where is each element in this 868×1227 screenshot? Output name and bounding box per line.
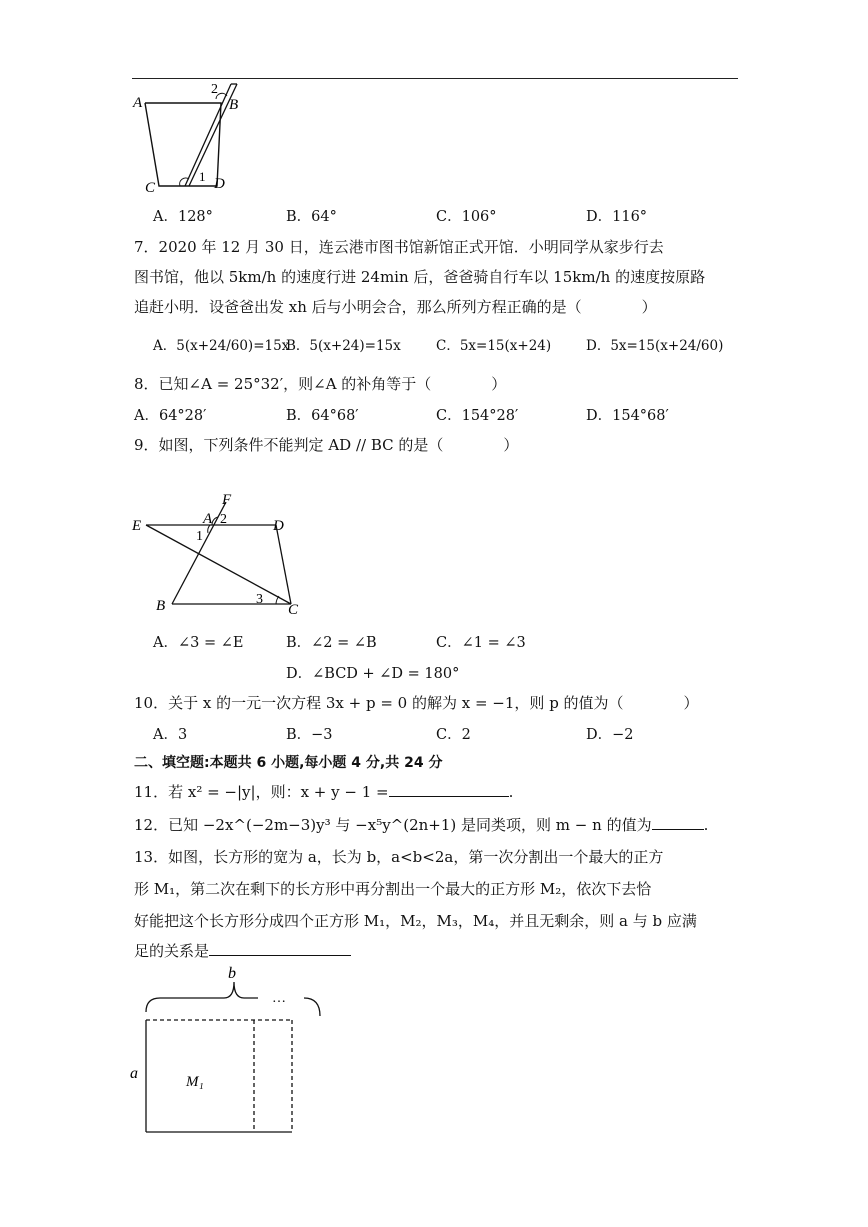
q11-suffix: . (508, 783, 514, 801)
q7-line-2: 图书馆，他以 5km/h 的速度行进 24min 后，爸爸骑自行车以 15km/h 的速度按原路 (134, 268, 706, 286)
q9-label-1: 1 (196, 529, 203, 544)
q8-stem: 8．已知∠A = 25°32′，则∠A 的补角等于（ ） (134, 375, 507, 393)
q6-label-b: B (229, 97, 239, 113)
q8-option-c: C．154°28′ (436, 408, 519, 424)
q7-line-3: 追赶小明．设爸爸出发 xh 后与小明会合，那么所列方程正确的是（ ） (134, 298, 657, 316)
q10-option-a: A．3 (153, 727, 188, 743)
q9-label-a: A (203, 511, 213, 527)
q10-option-d: D．−2 (586, 727, 634, 743)
q9-label-c: C (288, 602, 299, 618)
q6-label-a: A (133, 95, 143, 111)
q7-option-b: B．5(x+24)=15x (286, 338, 401, 354)
q7-option-d: D．5x=15(x+24/60) (586, 338, 724, 354)
q13-blank[interactable] (209, 955, 351, 956)
header-rule (132, 78, 738, 79)
q6-label-c: C (145, 180, 156, 192)
q12-blank[interactable] (652, 829, 704, 830)
q6-label-d: D (214, 176, 225, 192)
q13-line-4-text: 足的关系是 (134, 942, 210, 960)
q9-figure (128, 490, 308, 618)
q7-option-c: C．5x=15(x+24) (436, 338, 552, 354)
q11-text: 11．若 x² = −|y|，则：x + y − 1 = (134, 783, 389, 801)
q10-option-b: B．−3 (286, 727, 333, 743)
q10-stem: 10．关于 x 的一元一次方程 3x + p = 0 的解为 x = −1，则 p 的值为（ ） (134, 694, 699, 712)
q13-line-2: 形 M₁，第二次在剩下的长方形中再分割出一个最大的正方形 M₂，依次下去恰 (134, 880, 652, 898)
q6-option-a: A．128° (153, 209, 213, 225)
q9-label-3: 3 (256, 592, 263, 607)
q6-option-c: C．106° (436, 209, 497, 225)
q9-label-2: 2 (220, 512, 227, 527)
q9-option-d: D．∠BCD + ∠D = 180° (286, 666, 460, 682)
q9-option-a: A．∠3 = ∠E (153, 635, 244, 651)
q9-label-e: E (132, 518, 142, 534)
q7-line-1: 7．2020 年 12 月 30 日，连云港市图书馆新馆正式开馆．小明同学从家步行去 (134, 238, 664, 256)
q13-label-a: a (130, 1065, 138, 1082)
q13-line-4 (134, 940, 351, 961)
q9-option-b: B．∠2 = ∠B (286, 635, 377, 651)
q12-suffix: . (703, 816, 709, 834)
q8-option-a: A．64°28′ (134, 408, 207, 424)
section-heading: 二、填空题:本题共 6 小题,每小题 4 分,共 24 分 (134, 755, 443, 771)
q9-label-f: F (222, 492, 232, 508)
q6-option-d: D．116° (586, 209, 648, 225)
q8-option-b: B．64°68′ (286, 408, 359, 424)
q6-option-b: B．64° (286, 209, 337, 225)
q13-line-1: 13．如图，长方形的宽为 a，长为 b，a<b<2a，第一次分割出一个最大的正方 (134, 848, 664, 866)
q13-label-m1: M₁ (186, 1074, 204, 1090)
q9-stem: 9．如图，下列条件不能判定 AD // BC 的是（ ） (134, 436, 519, 454)
q12-text: 12．已知 −2x^(−2m−3)y³ 与 −x⁵y^(2n+1) 是同类项，则 m − n 的值为 (134, 816, 652, 834)
q9-label-d: D (273, 518, 284, 534)
q11 (134, 781, 513, 802)
q7-option-a: A．5(x+24/60)=15x (153, 338, 290, 354)
q12 (134, 814, 708, 835)
q6-label-1: 1 (199, 169, 206, 184)
q11-blank[interactable] (389, 796, 509, 797)
q10-option-c: C．2 (436, 727, 471, 743)
q6-label-2: 2 (211, 82, 218, 97)
q13-label-dots: … (272, 991, 286, 1006)
q13-line-3: 好能把这个长方形分成四个正方形 M₁，M₂，M₃，M₄，并且无剩余，则 a 与 b 应满 (134, 912, 697, 930)
q8-option-d: D．154°68′ (586, 408, 669, 424)
q6-figure (125, 80, 245, 192)
q13-figure (124, 962, 334, 1140)
q9-label-b: B (156, 598, 166, 614)
q9-option-c: C．∠1 = ∠3 (436, 635, 526, 651)
q13-label-b: b (228, 965, 236, 982)
